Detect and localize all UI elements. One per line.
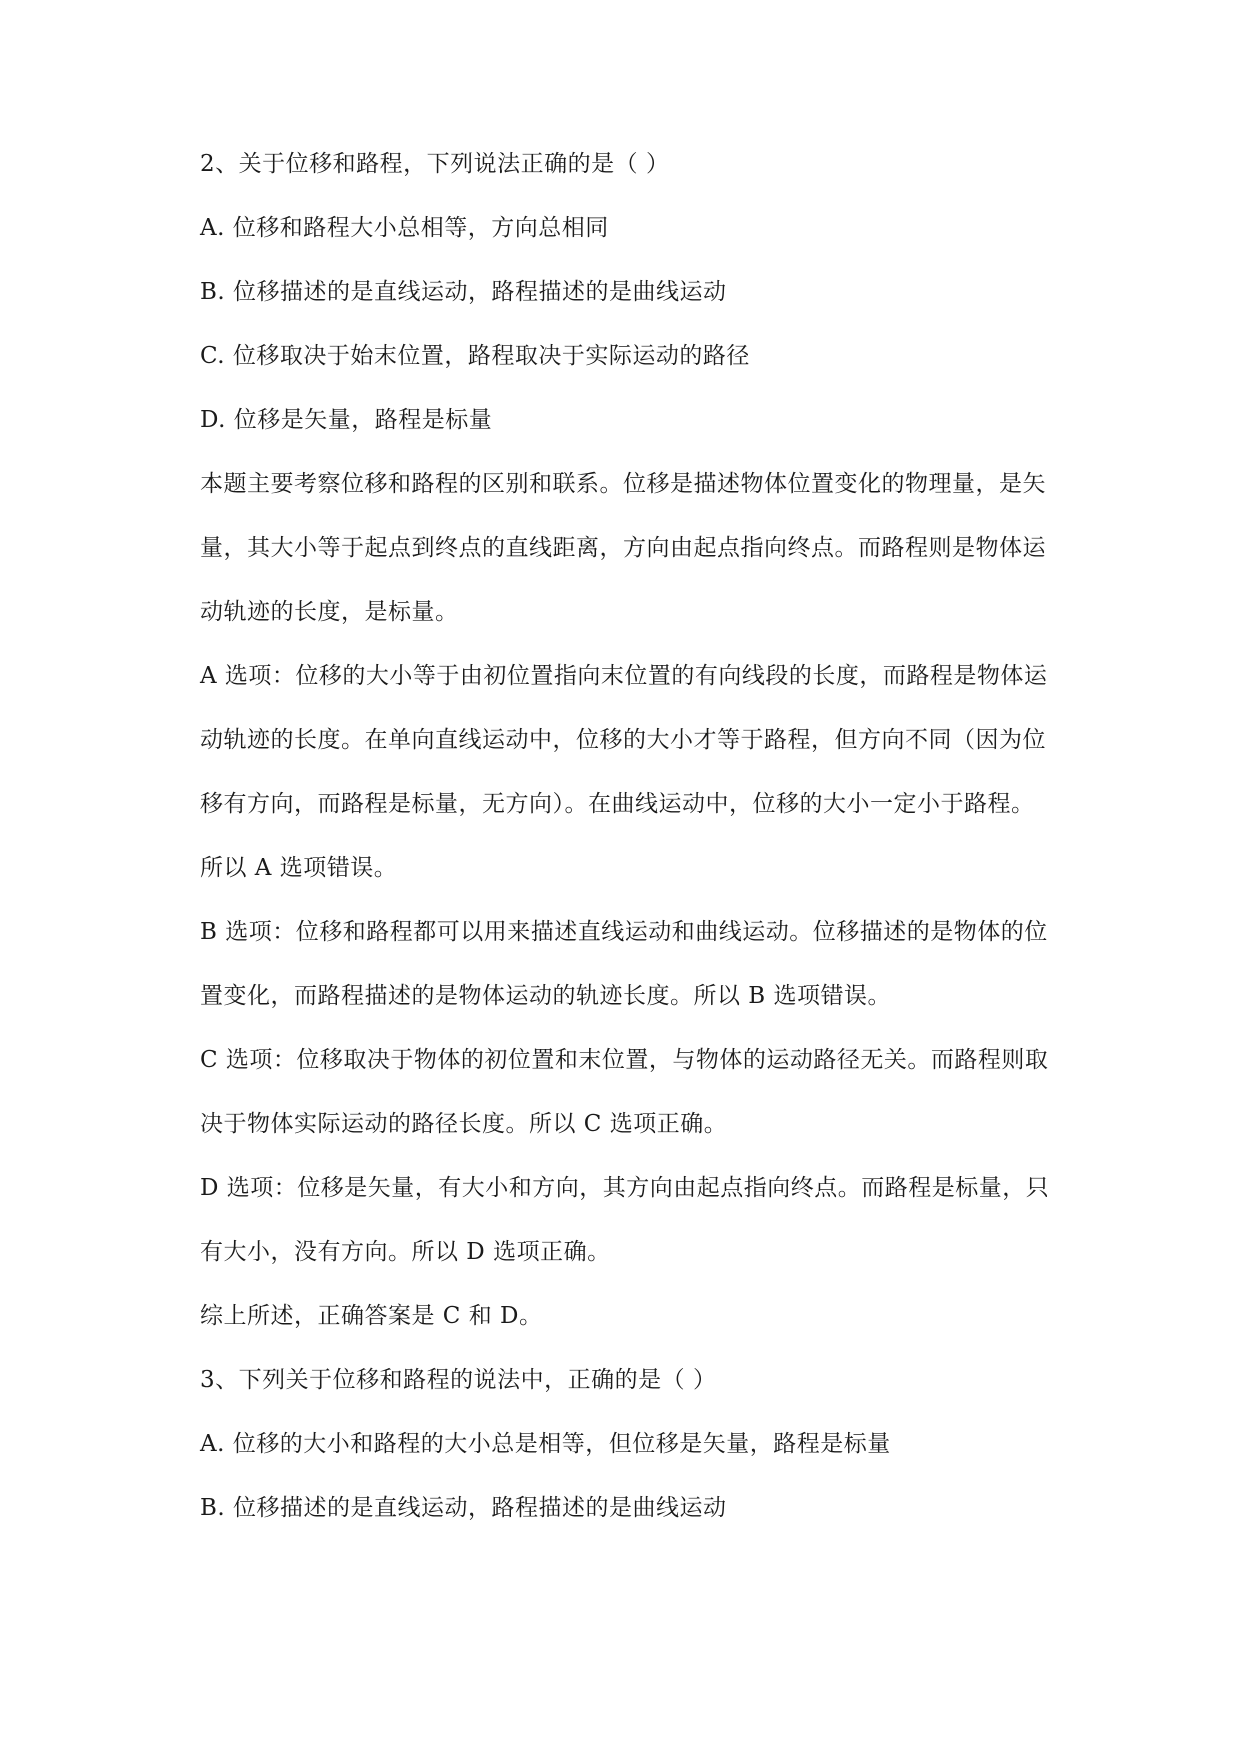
analysis-option-a-line: 所以 A 选项错误。 (200, 855, 398, 881)
analysis-intro-line: 量，其大小等于起点到终点的直线距离，方向由起点指向终点。而路程则是物体运 (200, 535, 1046, 561)
analysis-option-d-line: 有大小，没有方向。所以 D 选项正确。 (200, 1239, 611, 1265)
q3-option-b: B. 位移描述的是直线运动，路程描述的是曲线运动 (200, 1495, 727, 1521)
analysis-intro-line: 本题主要考察位移和路程的区别和联系。位移是描述物体位置变化的物理量，是矢 (200, 471, 1046, 497)
q2-option-d: D. 位移是矢量，路程是标量 (200, 407, 493, 433)
analysis-intro-line: 动轨迹的长度，是标量。 (200, 599, 459, 625)
q2-option-a: A. 位移和路程大小总相等，方向总相同 (200, 215, 609, 241)
q2-option-b: B. 位移描述的是直线运动，路程描述的是曲线运动 (200, 279, 727, 305)
analysis-option-a-line: 动轨迹的长度。在单向直线运动中，位移的大小才等于路程，但方向不同（因为位 (200, 727, 1046, 753)
analysis-option-b-line: B 选项：位移和路程都可以用来描述直线运动和曲线运动。位移描述的是物体的位 (200, 919, 1048, 945)
analysis-option-c-line: 决于物体实际运动的路径长度。所以 C 选项正确。 (200, 1111, 728, 1137)
conclusion: 综上所述，正确答案是 C 和 D。 (200, 1303, 543, 1329)
question-3-stem: 3、下列关于位移和路程的说法中，正确的是（ ） (200, 1367, 717, 1393)
analysis-option-a-line: A 选项：位移的大小等于由初位置指向末位置的有向线段的长度，而路程是物体运 (200, 663, 1048, 689)
analysis-option-b-line: 置变化，而路程描述的是物体运动的轨迹长度。所以 B 选项错误。 (200, 983, 892, 1009)
question-2-stem: 2、关于位移和路程，下列说法正确的是（ ） (200, 151, 670, 177)
analysis-option-a-line: 移有方向，而路程是标量，无方向）。在曲线运动中，位移的大小一定小于路程。 (200, 791, 1035, 817)
analysis-option-c-line: C 选项：位移取决于物体的初位置和末位置，与物体的运动路径无关。而路程则取 (200, 1047, 1049, 1073)
analysis-option-d-line: D 选项：位移是矢量，有大小和方向，其方向由起点指向终点。而路程是标量，只 (200, 1175, 1050, 1201)
q3-option-a: A. 位移的大小和路程的大小总是相等，但位移是矢量，路程是标量 (200, 1431, 891, 1457)
q2-option-c: C. 位移取决于始末位置，路程取决于实际运动的路径 (200, 343, 750, 369)
